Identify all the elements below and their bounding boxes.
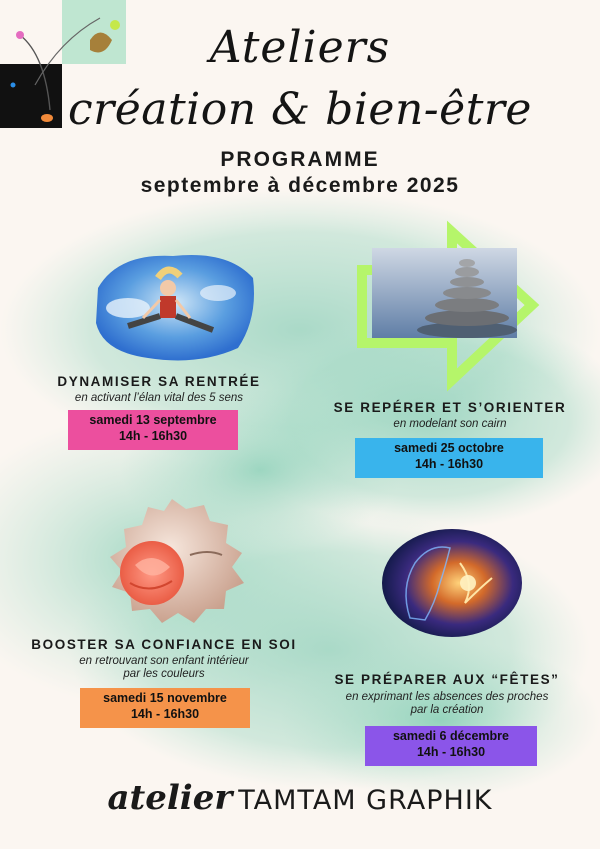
workshop-1-subtitle: en activant l’élan vital des 5 sens bbox=[74, 392, 244, 404]
workshop-4-subtitle bbox=[315, 691, 579, 717]
workshop-1-title: DYNAMISER SA RENTRÉE bbox=[57, 374, 261, 389]
workshop-4-time: 14h - 16h30 bbox=[416, 745, 486, 759]
program-label: PROGRAMME bbox=[220, 148, 380, 171]
workshop-3-time: 14h - 16h30 bbox=[130, 707, 200, 721]
workshop-2-title: SE REPÉRER ET S’ORIENTER bbox=[333, 400, 567, 415]
workshop-3-subtitle-line-1: en retrouvant son enfant intérieur bbox=[79, 655, 249, 667]
workshop-1-date-badge bbox=[68, 410, 238, 450]
workshop-1-date: samedi 13 septembre bbox=[89, 413, 217, 427]
workshop-4-subtitle-line-1: en exprimant les absences des proches bbox=[345, 691, 549, 703]
workshop-4-date: samedi 6 décembre bbox=[392, 729, 510, 743]
glowing-head-photo bbox=[380, 528, 525, 638]
workshop-1-time: 14h - 16h30 bbox=[118, 429, 188, 443]
workshop-4-subtitle-line-2: par la création bbox=[410, 704, 484, 716]
title-line-2: création & bien-être bbox=[68, 84, 532, 135]
program-dates: septembre à décembre 2025 bbox=[140, 174, 460, 197]
workshop-3-date: samedi 15 novembre bbox=[103, 691, 227, 705]
stone-cairn-photo bbox=[372, 248, 517, 338]
brand-script: atelier bbox=[107, 778, 233, 818]
jumping-girl-sky-photo bbox=[88, 248, 258, 363]
workshop-3-date-badge bbox=[80, 688, 250, 728]
workshop-2-time: 14h - 16h30 bbox=[414, 457, 484, 471]
workshop-3-subtitle bbox=[20, 655, 308, 681]
workshop-2-subtitle: en modelant son cairn bbox=[393, 418, 507, 430]
workshop-3-subtitle-line-2: par les couleurs bbox=[123, 668, 205, 680]
child-with-flower-photo bbox=[90, 495, 255, 625]
brand-caps: TAMTAM GRAPHIK bbox=[238, 785, 493, 816]
title-line-1: Ateliers bbox=[209, 22, 391, 73]
brand-logo bbox=[0, 778, 600, 818]
workshop-2-date: samedi 25 octobre bbox=[394, 441, 504, 455]
workshop-2-date-badge bbox=[355, 438, 543, 478]
workshop-4-date-badge bbox=[365, 726, 537, 766]
workshop-3-title: BOOSTER SA CONFIANCE EN SOI bbox=[31, 637, 297, 652]
workshop-4-title: SE PRÉPARER AUX “FÊTES” bbox=[334, 672, 560, 687]
